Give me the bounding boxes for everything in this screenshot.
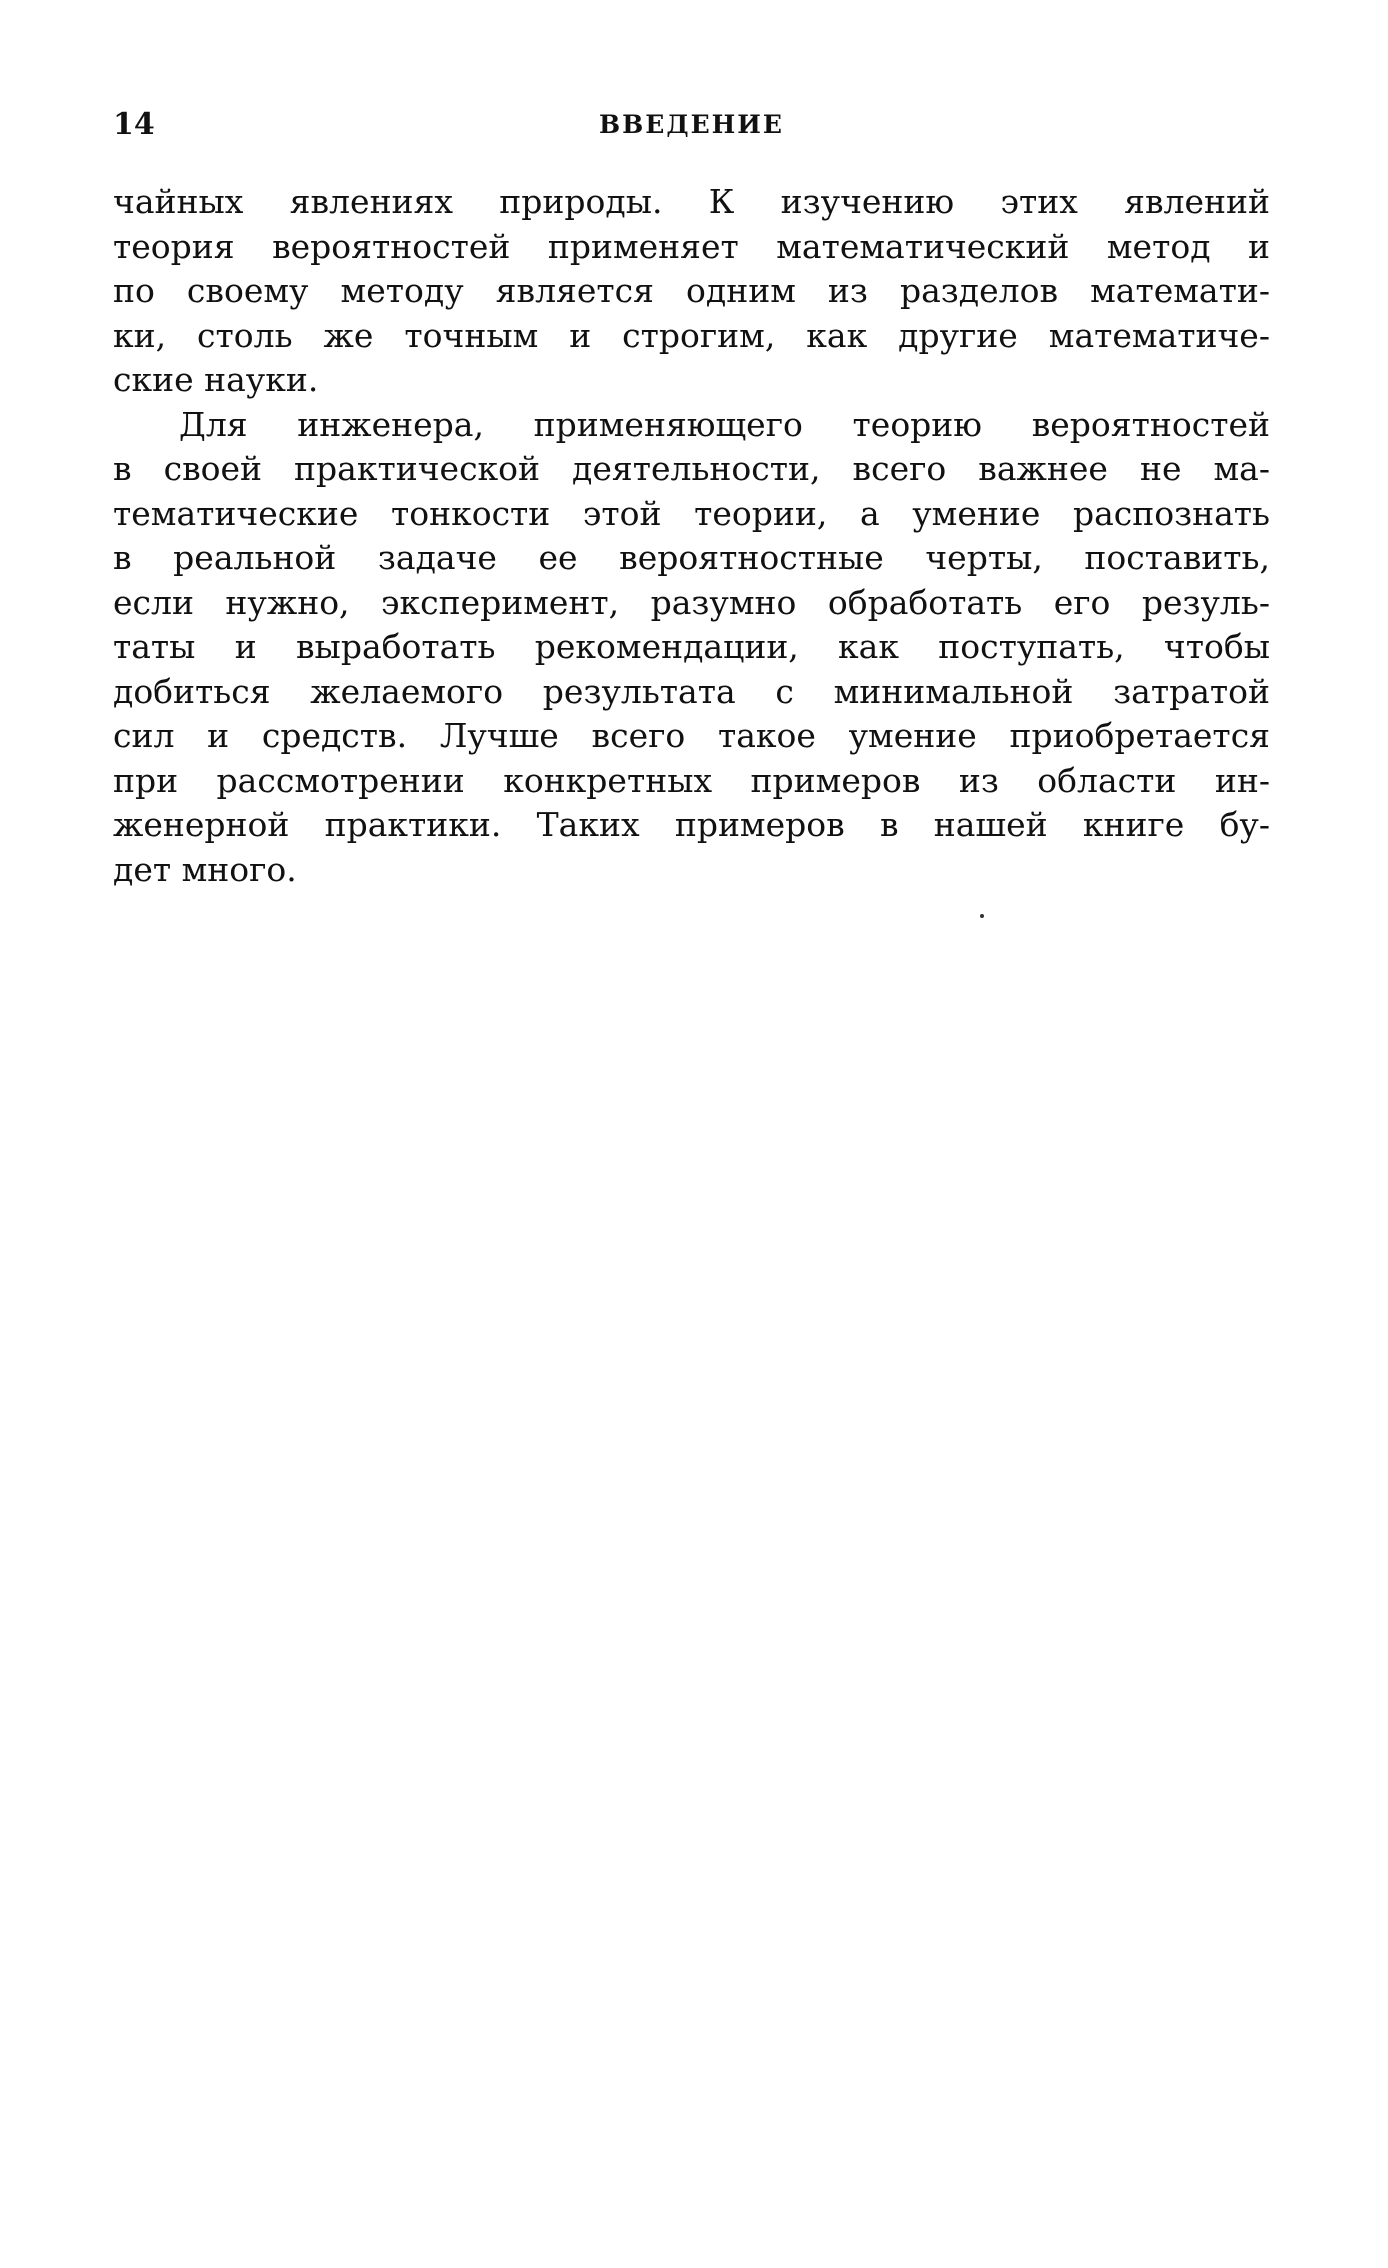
text-line: тематические тонкости этой теории, а умение распознать [113, 493, 1270, 533]
body-text [113, 180, 1270, 892]
text-line: по своему методу является одним из разделов математи- [113, 271, 1270, 310]
text-line: таты и выработать рекомендации, как поступать, чтобы [113, 627, 1270, 666]
page-number: 14 [113, 107, 155, 142]
text-line: женерной практики. Таких примеров в нашей книге бу- [113, 805, 1270, 844]
text-line: Для инженера, применяющего теорию вероятностей [179, 404, 1270, 444]
text-line: теория вероятностей применяет математический метод и [113, 226, 1270, 266]
text-line: в реальной задаче ее вероятностные черты, поставить, [113, 538, 1270, 577]
text-line: добиться желаемого результата с минимальной затратой [113, 671, 1270, 711]
text-line: дет много. [113, 849, 297, 889]
text-line: в своей практической деятельности, всего важнее не ма- [113, 449, 1270, 488]
text-line: сил и средств. Лучше всего такое умение приобретается [113, 716, 1270, 755]
paragraph-1 [113, 180, 1270, 403]
text-line: при рассмотрении конкретных примеров из области ин- [113, 760, 1270, 800]
text-line: ские науки. [113, 360, 319, 399]
section-title: ВВЕДЕНИЕ [599, 110, 784, 139]
book-page [113, 100, 1270, 892]
paragraph-2 [113, 403, 1270, 893]
text-line: ки, столь же точным и строгим, как другие математиче- [113, 315, 1270, 355]
text-line: если нужно, эксперимент, разумно обработать его резуль- [113, 582, 1270, 622]
print-speck [980, 914, 984, 918]
running-head [113, 100, 1270, 150]
text-line: чайных явлениях природы. К изучению этих явлений [113, 182, 1270, 221]
